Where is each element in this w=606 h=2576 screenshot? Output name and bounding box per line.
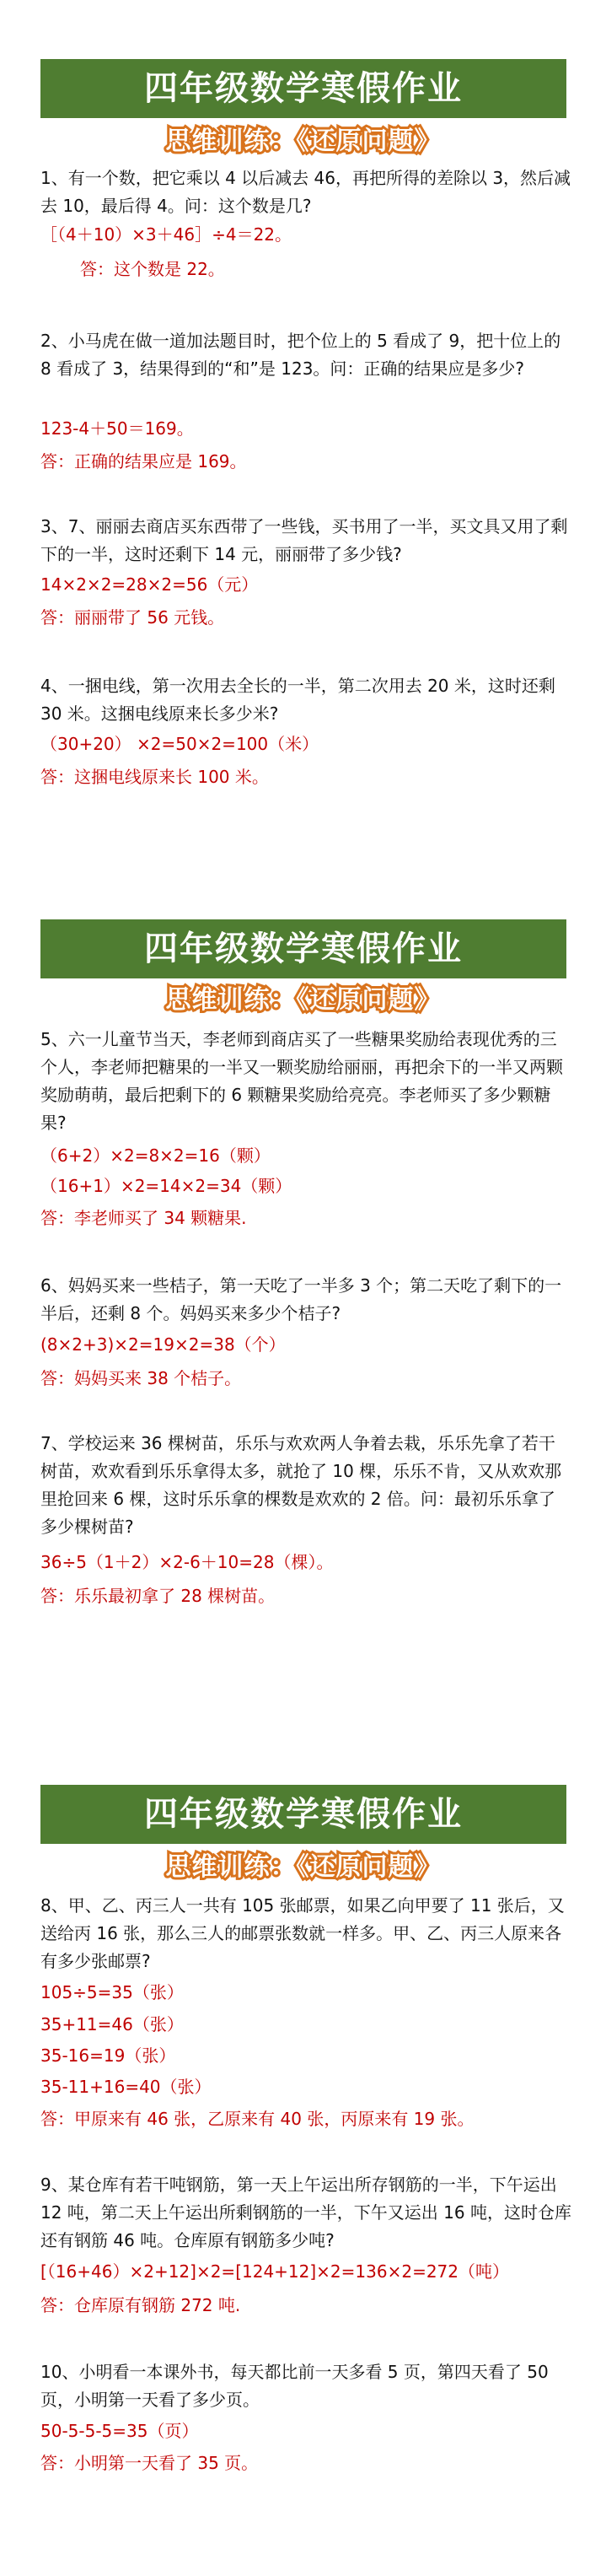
answer-9: 答：仓库原有钢筋 272 吨. xyxy=(40,2295,241,2315)
calc-5a: （6+2）×2=8×2=16（颗） xyxy=(40,1145,271,1166)
calc-5b: （16+1）×2=14×2=34（颗） xyxy=(40,1176,292,1196)
question-7: 7、学校运来 36 棵树苗，乐乐与欢欢两人争着去栽，乐乐先拿了若干树苗，欢欢看到乐乐拿得太多，就抢了 10 棵，乐乐不肯，又从欢欢那里抢回来 6 棵，这时乐乐拿的棵数是欢欢的 2 倍。问：最初乐乐拿了多少棵树苗? xyxy=(40,1433,562,1537)
answer-8: 答：甲原来有 46 张，乙原来有 40 张，丙原来有 19 张。 xyxy=(40,2109,475,2129)
banner-title: 四年级数学寒假作业 xyxy=(40,1785,566,1844)
question-10: 10、小明看一本课外书，每天都比前一天多看 5 页，第四天看了 50 页，小明第一天看了多少页。 xyxy=(40,2362,549,2410)
calc-9: [（16+46）×2+12]×2=[124+12]×2=136×2=272（吨） xyxy=(40,2261,510,2282)
question-4: 4、一捆电线，第一次用去全长的一半，第二次用去 20 米，这时还剩 30 米。这捆电线原来长多少米? xyxy=(40,676,555,724)
calc-2: 123-4＋50＝169。 xyxy=(40,418,194,439)
calc-4: （30+20） ×2=50×2=100（米） xyxy=(40,734,319,754)
question-2: 2、小马虎在做一道加法题目时，把个位上的 5 看成了 9，把十位上的 8 看成了 3，结果得到的“和”是 123。问：正确的结果应是多少? xyxy=(40,331,561,379)
calc-8a: 105÷5=35（张） xyxy=(40,1982,184,2002)
subtitle: 思维训练：《还原问题》 xyxy=(165,1852,441,1882)
answer-6: 答：妈妈买来 38 个桔子。 xyxy=(40,1368,242,1388)
calc-8b: 35+11=46（张） xyxy=(40,2014,184,2034)
question-3: 3、7、丽丽去商店买东西带了一些钱，买书用了一半，买文具又用了剩下的一半，这时还剩下 14 元，丽丽带了多少钱? xyxy=(40,516,568,564)
question-1: 1、有一个数，把它乘以 4 以后减去 46，再把所得的差除以 3，然后减去 10，最后得 4。问：这个数是几? xyxy=(40,168,571,216)
question-9: 9、某仓库有若干吨钢筋，第一天上午运出所存钢筋的一半，下午运出 12 吨，第二天上午运出所剩钢筋的一半，下午又运出 16 吨，这时仓库还有钢筋 46 吨。仓库原有钢筋多少吨? xyxy=(40,2175,571,2250)
calc-8d: 35-11+16=40（张） xyxy=(40,2077,212,2097)
banner-title: 四年级数学寒假作业 xyxy=(40,59,566,118)
banner-title: 四年级数学寒假作业 xyxy=(40,919,566,978)
subtitle: 思维训练：《还原问题》 xyxy=(165,127,441,156)
answer-3: 答：丽丽带了 56 元钱。 xyxy=(40,607,225,628)
calc-10: 50-5-5-5=35（页） xyxy=(40,2421,199,2441)
calc-8c: 35-16=19（张） xyxy=(40,2045,176,2066)
answer-2: 答：正确的结果应是 169。 xyxy=(40,451,247,472)
question-6: 6、妈妈买来一些桔子，第一天吃了一半多 3 个；第二天吃了剩下的一半后，还剩 8 个。妈妈买来多少个桔子? xyxy=(40,1275,562,1323)
question-5: 5、六一儿童节当天，李老师到商店买了一些糖果奖励给表现优秀的三个人，李老师把糖果的一半又一颗奖励给丽丽，再把余下的一半又两颗奖励萌萌，最后把剩下的 6 颗糖果奖励给亮亮。李老师买了多少颗糖果? xyxy=(40,1029,563,1133)
answer-1: 答：这个数是 22。 xyxy=(80,259,225,279)
calc-3: 14×2×2=28×2=56（元） xyxy=(40,574,259,595)
calc-6: (8×2+3)×2=19×2=38（个） xyxy=(40,1334,286,1355)
calc-1: ［（4＋10）×3＋46］÷4＝22。 xyxy=(40,224,292,245)
subtitle: 思维训练：《还原问题》 xyxy=(165,985,441,1015)
calc-7: 36÷5（1＋2）×2-6＋10=28（棵）。 xyxy=(40,1552,334,1572)
answer-5: 答：李老师买了 34 颗糖果. xyxy=(40,1208,247,1228)
answer-10: 答：小明第一天看了 35 页。 xyxy=(40,2453,259,2473)
question-8: 8、甲、乙、丙三人一共有 105 张邮票，如果乙向甲要了 11 张后，又送给丙 16 张，那么三人的邮票张数就一样多。甲、乙、丙三人原来各有多少张邮票? xyxy=(40,1895,565,1971)
answer-4: 答：这捆电线原来长 100 米。 xyxy=(40,767,269,787)
answer-7: 答：乐乐最初拿了 28 棵树苗。 xyxy=(40,1586,276,1606)
